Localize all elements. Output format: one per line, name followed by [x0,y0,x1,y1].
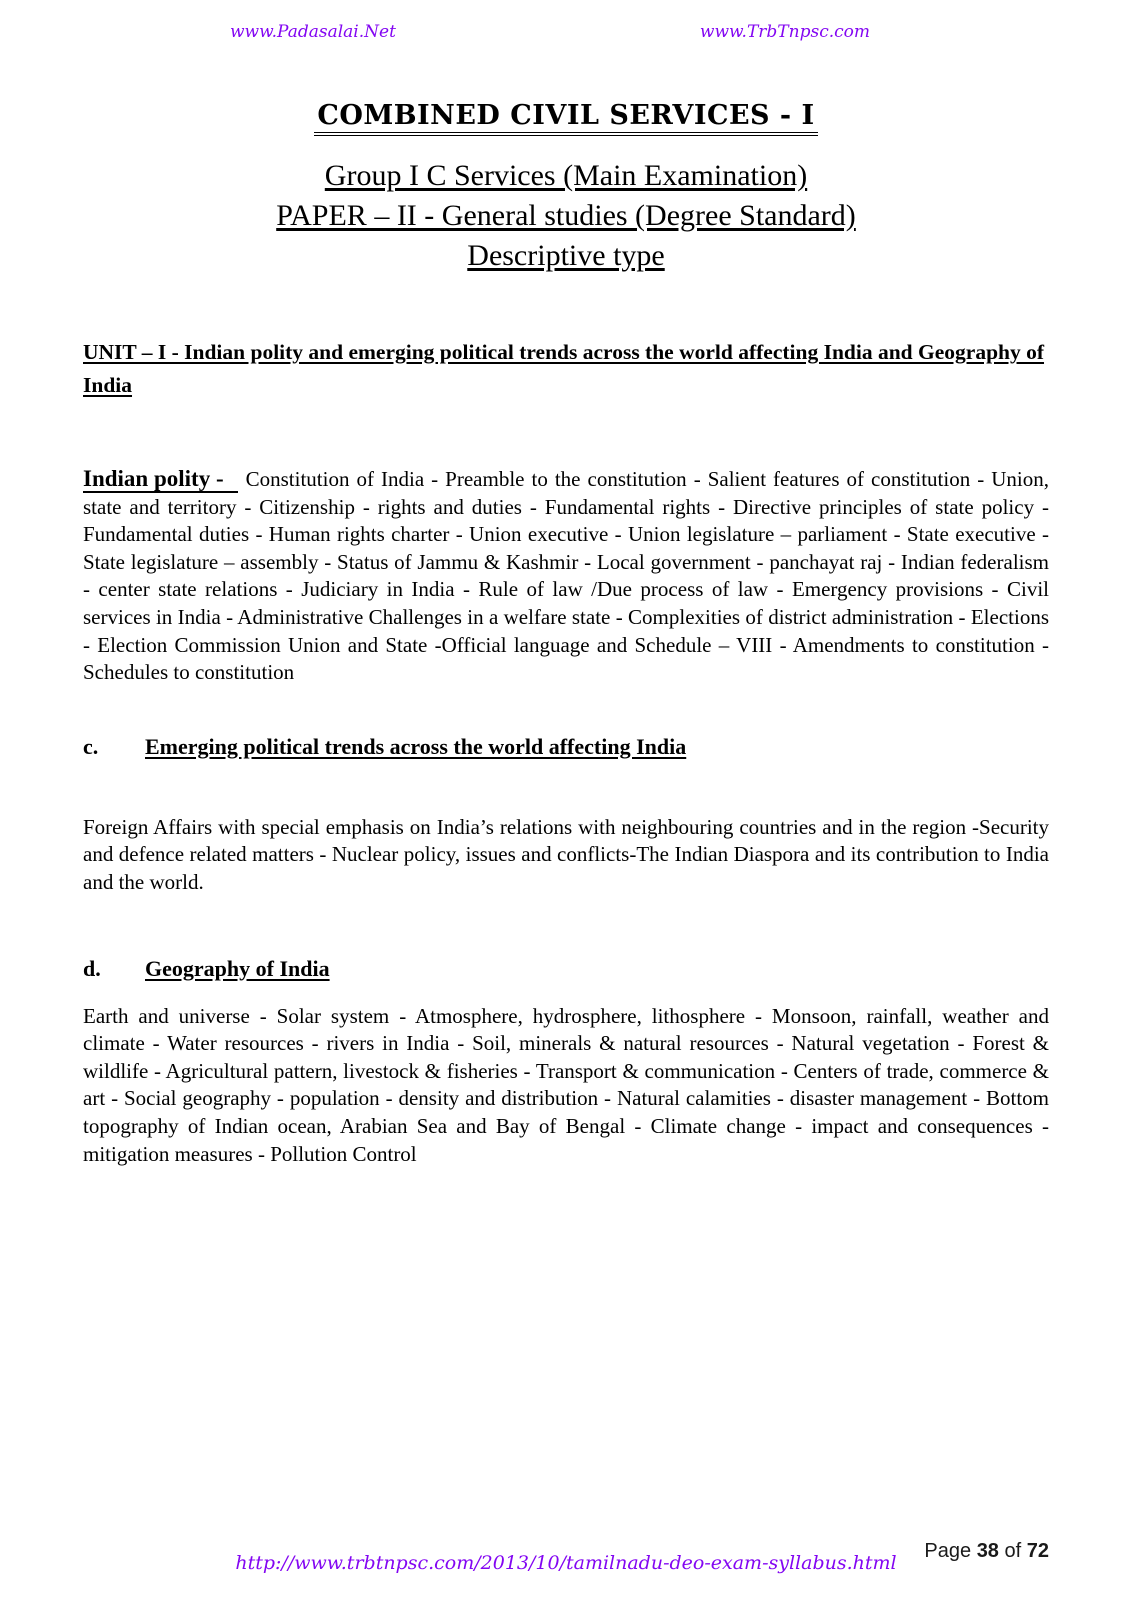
section-d-paragraph: Earth and universe - Solar system - Atmosphere, hydrosphere, lithosphere - Monsoon, rainfall, weather and climate - Water resources - rivers in India - Soil, minerals & natural resources - Natural vegetation - Forest & wildlife - Agricultural pattern, livestock & fisheries - Transport & communication - Centers of trade, commerce & art - Social geography - population - density and distribution - Natural calamities - disaster management - Bottom topography of Indian ocean, Arabian Sea and Bay of Bengal - Climate change - impact and consequences - mitigation measures - Pollution Control [83,1003,1049,1166]
page-of-label: of [1004,1540,1022,1562]
subtitle-line-group: Group I C Services (Main Examination) [324,159,808,192]
footer-url-link[interactable]: http://www.trbtnpsc.com/2013/10/tamilnadu-deo-exam-syllabus.html [235,1552,897,1574]
subtitle-line-type: Descriptive type [467,239,665,272]
page-total: 72 [1026,1540,1049,1562]
page-number-indicator [924,1540,1049,1563]
section-d-heading-text: Geography of India [145,955,330,981]
section-c-heading-text: Emerging political trends across the world affecting India [145,733,687,759]
section-d-letter: d. [83,955,101,981]
indian-polity-paragraph [83,466,1049,687]
section-d-heading [83,955,1049,983]
page-footer [83,1540,1049,1580]
section-c-heading [83,733,1049,761]
title-wrap [83,100,1049,136]
unit-heading: UNIT – I - Indian polity and emerging political trends across the world affecting India and Geography of India [83,340,1045,397]
page-label: Page [924,1540,972,1562]
section-c-letter: c. [83,733,99,759]
document-title: COMBINED CIVIL SERVICES - I [314,100,817,136]
header-left-link[interactable]: www.Padasalai.Net [230,22,396,42]
page-header [83,0,1049,42]
footer-link-wrap [83,1540,1049,1574]
page-current: 38 [976,1540,999,1562]
indian-polity-text: Constitution of India - Preamble to the constitution - Salient features of constitution - Union, state and territory - Citizenship - rights and duties - Fundamental rights - Directive principles of state policy - Fundamental duties - Human rights charter - Union executive - Union legislature – parliament - State executive - State legislature – assembly - Status of Jammu & Kashmir - Local government - panchayat raj - Indian federalism - center state relations - Judiciary in India - Rule of law /Due process of law - Emergency provisions - Civil services in India - Administrative Challenges in a welfare state - Complexities of district administration - Elections - Election Commission Union and State -Official language and Schedule – VIII - Amendments to constitution - Schedules to constitution [83,467,1049,685]
indian-polity-lead: Indian polity - [83,467,238,493]
header-right-link[interactable]: www.TrbTnpsc.com [699,22,870,42]
subtitle-line-paper: PAPER – II - General studies (Degree Standard) [276,199,856,232]
subtitle-block [83,156,1049,276]
section-c-paragraph: Foreign Affairs with special emphasis on India’s relations with neighbouring countries and in the region -Security and defence related matters - Nuclear policy, issues and conflicts-The Indian Diaspora and its contribution to India and the world. [83,814,1049,894]
